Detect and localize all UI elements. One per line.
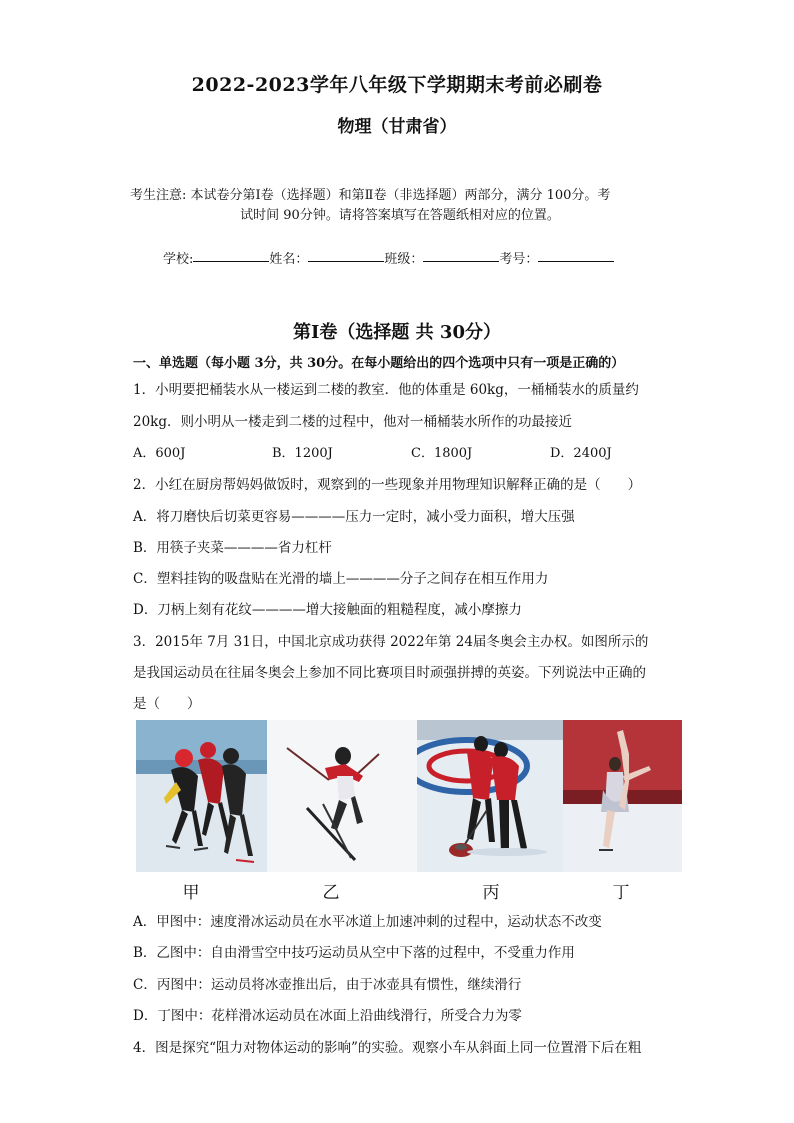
q3-option-a[interactable]: A．甲图中：速度滑冰运动员在水平冰道上加速冲刺的过程中，运动状态不改变 [133, 914, 602, 930]
q3-option-d[interactable]: D．丁图中：花样滑冰运动员在冰面上沿曲线滑行，所受合力为零 [133, 1008, 522, 1024]
section-title: 第Ⅰ卷（选择题 共 30分） [292, 322, 501, 343]
school-label: 学校: [163, 252, 194, 267]
aerial-skiing-photo [267, 720, 417, 872]
q1-options [133, 442, 689, 461]
q1-option-b[interactable]: B．1200J [272, 446, 333, 461]
class-field[interactable] [423, 248, 499, 262]
q2-option-d[interactable]: D．刀柄上刻有花纹————增大接触面的粗糙程度，减小摩擦力 [133, 602, 522, 618]
part-heading: 一、单选题（每小题 3分，共 30分。在每小题给出的四个选项中只有一项是正确的） [133, 356, 625, 371]
q2-option-a[interactable]: A．将刀磨快后切菜更容易————压力一定时，减小受力面积，增大压强 [133, 509, 575, 525]
q1-option-a[interactable]: A．600J [133, 446, 186, 461]
exam-notice [130, 186, 670, 226]
q3-photo-strip [136, 720, 682, 872]
figure-skating-photo [563, 720, 682, 872]
exam-title: 2022-2023学年八年级下学期期末考前必刷卷 [191, 74, 603, 96]
name-field[interactable] [308, 248, 384, 262]
caption-jia: 甲 [182, 883, 200, 903]
class-label: 班级： [384, 252, 424, 267]
q4-line-1: 4．图是探究“阻力对物体运动的影响”的实验。观察小车从斜面上同一位置滑下后在粗 [133, 1040, 642, 1056]
caption-yi: 乙 [322, 883, 340, 903]
q3-line-2: 是我国运动员在往届冬奥会上参加不同比赛项目时顽强拼搏的英姿。下列说法中正确的 [133, 665, 646, 681]
q1-option-d[interactable]: D．2400J [550, 446, 612, 461]
school-field[interactable] [193, 248, 269, 262]
q3-line-1: 3．2015年 7月 31日，中国北京成功获得 2022年第 24届冬奥会主办权。如图所示的 [133, 634, 649, 650]
notice-line-1: 考生注意: 本试卷分第Ⅰ卷（选择题）和第Ⅱ卷（非选择题）两部分，满分 100分。考 [130, 188, 611, 203]
q3-option-c[interactable]: C．丙图中：运动员将冰壶推出后，由于冰壶具有惯性，继续滑行 [133, 977, 522, 993]
q2-option-b[interactable]: B．用筷子夹菜————省力杠杆 [133, 540, 332, 556]
caption-ding: 丁 [612, 883, 630, 903]
name-label: 姓名： [269, 252, 309, 267]
curling-photo [417, 720, 563, 872]
speed-skating-photo [136, 720, 267, 872]
student-info-row [163, 248, 614, 267]
q2-stem: 2．小红在厨房帮妈妈做饭时，观察到的一些现象并用物理知识解释正确的是（ ） [133, 477, 642, 493]
q2-option-c[interactable]: C．塑料挂钩的吸盘贴在光滑的墙上————分子之间存在相互作用力 [133, 571, 549, 587]
q1-line-1: 1．小明要把桶装水从一楼运到二楼的教室．他的体重是 60kg，一桶桶装水的质量约 [133, 382, 639, 398]
q1-option-c[interactable]: C．1800J [411, 446, 473, 461]
q1-line-2: 20kg．则小明从一楼走到二楼的过程中，他对一桶桶装水所作的功最接近 [133, 414, 572, 430]
q3-line-3: 是（ ） [133, 696, 201, 712]
number-label: 考号： [499, 252, 539, 267]
caption-bing: 丙 [482, 883, 500, 903]
notice-line-2: 试时间 90分钟。请将答案填写在答题纸相对应的位置。 [240, 208, 560, 223]
exam-subtitle: 物理（甘肃省） [337, 117, 457, 137]
number-field[interactable] [538, 248, 614, 262]
q3-option-b[interactable]: B．乙图中：自由滑雪空中技巧运动员从空中下落的过程中，不受重力作用 [133, 945, 575, 961]
